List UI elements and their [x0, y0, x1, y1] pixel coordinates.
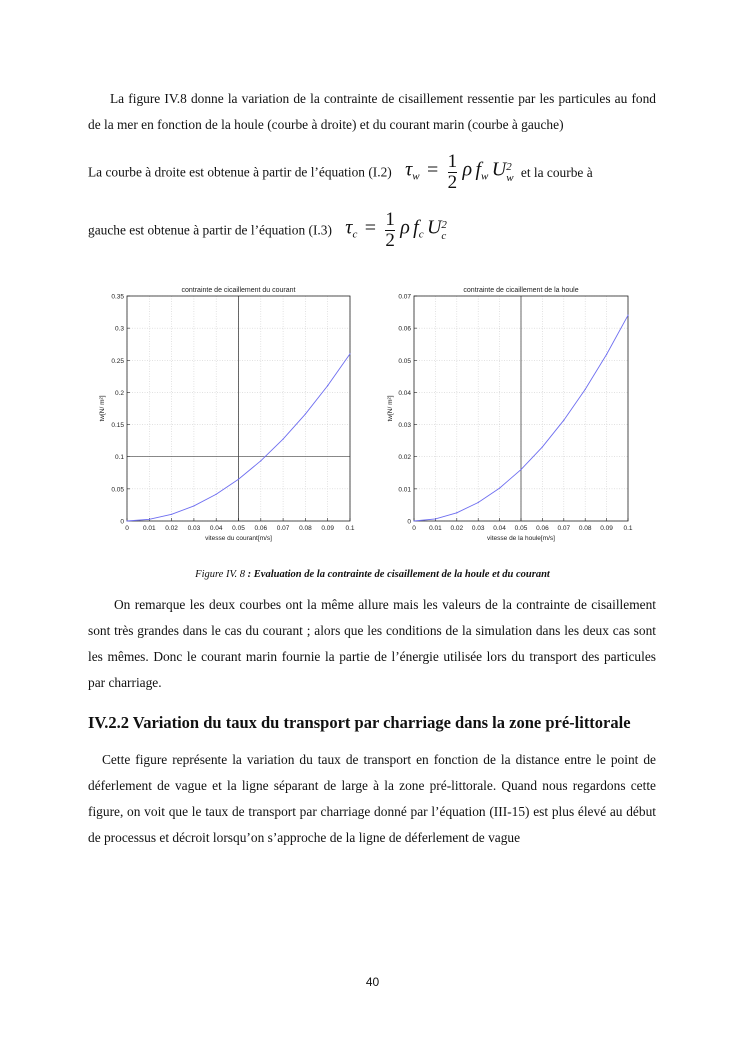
x-tick-label: 0.04 — [493, 525, 506, 532]
eq2-equals: = — [364, 216, 376, 239]
eq2-num: 1 — [385, 209, 395, 230]
y-tick-label: 0.3 — [114, 325, 124, 333]
equation-tau-w — [405, 152, 513, 193]
eq2-tau-sub: c — [352, 228, 358, 241]
eq1-text-before: La courbe à droite est obtenue à partir de l’équation (I.2) — [88, 164, 392, 180]
x-tick-label: 0.06 — [254, 525, 268, 532]
eq2-U-sup: 2 — [441, 218, 447, 231]
equation-line-1 — [88, 152, 593, 193]
data-point — [563, 420, 564, 421]
eq1-fraction — [448, 152, 458, 193]
eq1-U-sub: w — [506, 171, 514, 184]
data-point — [478, 502, 479, 503]
data-point — [542, 446, 543, 447]
eq2-den: 2 — [385, 230, 395, 251]
eq2-rho: ρ — [400, 216, 410, 239]
section-heading: IV.2.2 Variation du taux du transport par charriage dans la zone pré-littorale — [88, 713, 631, 732]
caption-label: Figure IV. 8 — [195, 569, 246, 580]
eq2-text-before: gauche est obtenue à partir de l’équation (I.3) — [88, 222, 332, 238]
y-tick-label: 0.15 — [111, 422, 124, 430]
equation-tau-c — [345, 210, 447, 251]
eq2-U: U — [426, 216, 442, 239]
eq1-f-sub: w — [481, 170, 489, 183]
data-point — [413, 520, 414, 521]
x-tick-label: 0.06 — [536, 525, 549, 532]
eq2-f: f — [413, 216, 419, 239]
x-tick-label: 0.02 — [450, 525, 464, 532]
paragraph-intro: La figure IV.8 donne la variation de la contrainte de cisaillement ressentie par les particules au fond de la mer en fonction de la houle (courbe à droite) et du courant marin (courbe à gauche) — [88, 91, 656, 132]
y-tick-label: 0.03 — [398, 422, 411, 430]
data-point — [126, 520, 127, 521]
x-axis-label: vitesse du courant[m/s] — [205, 535, 272, 542]
data-point — [606, 354, 607, 355]
x-tick-label: 0.03 — [471, 525, 485, 532]
x-tick-label: 0.03 — [187, 525, 201, 532]
eq1-U: U — [491, 158, 507, 181]
equation-line-2 — [88, 210, 447, 251]
eq1-f: f — [475, 158, 482, 181]
data-point — [435, 518, 436, 519]
eq1-tau-sub: w — [412, 170, 420, 183]
y-tick-label: 0.25 — [111, 357, 124, 365]
eq1-equals: = — [427, 158, 439, 181]
data-point — [456, 512, 457, 513]
x-tick-label: 0.07 — [276, 525, 290, 532]
paragraph-section: Cette figure représente la variation du taux de transport en fonction de la distance entre le point de déferlement de vague et la ligne séparant de large à la zone pré-littorale. Quand nous regardons cette figure, on voit que le taux de transport par charriage donné par l’équation (III-15) est plus élevé au début de processus et décroit lorsqu’on s’approche de la ligne de déferlement de vague — [88, 752, 656, 845]
chart-title: contrainte de cicaillement de la houle — [463, 287, 579, 294]
x-tick-label: 0.08 — [299, 525, 312, 532]
page-number: 40 — [365, 975, 380, 989]
x-tick-label: 0.01 — [429, 525, 442, 532]
eq2-fraction — [385, 210, 395, 251]
y-tick-label: 0.05 — [111, 486, 124, 494]
y-tick-label: 0.04 — [398, 389, 411, 397]
x-tick-label: 0.09 — [321, 525, 335, 532]
data-point — [171, 514, 172, 515]
data-point — [149, 519, 150, 520]
y-tick-label: 0.2 — [114, 389, 124, 397]
eq2-U-sub: c — [441, 229, 447, 242]
x-tick-label: 0.1 — [623, 525, 633, 532]
figure-caption — [0, 569, 745, 580]
y-tick-label: 0.06 — [398, 325, 411, 333]
data-point — [627, 315, 628, 316]
data-point — [216, 494, 217, 495]
data-point — [238, 479, 239, 480]
eq1-num: 1 — [447, 151, 458, 172]
y-tick-label: 0.35 — [111, 293, 124, 301]
chart-shear-wave — [378, 280, 643, 550]
y-tick-label: 0.1 — [114, 454, 124, 462]
x-tick-label: 0.09 — [600, 525, 613, 532]
chart-shear-current — [90, 280, 365, 550]
data-point — [520, 469, 521, 470]
y-tick-label: 0.01 — [398, 486, 411, 494]
y-axis-label: tw[N/ m²] — [99, 395, 106, 422]
x-tick-label: 0.05 — [232, 525, 245, 532]
y-tick-label: 0.05 — [398, 357, 411, 365]
x-tick-label: 0.01 — [142, 525, 156, 532]
eq1-text-after: et la courbe à — [520, 164, 593, 180]
y-axis-label: tw[N/ m²] — [387, 395, 394, 422]
data-point — [260, 460, 261, 461]
x-tick-label: 0 — [412, 525, 416, 532]
data-point — [585, 389, 586, 390]
y-tick-label: 0.07 — [398, 293, 411, 301]
x-tick-label: 0.1 — [345, 525, 355, 532]
eq1-den: 2 — [447, 172, 458, 193]
data-point — [499, 487, 500, 488]
x-tick-label: 0 — [125, 525, 129, 532]
eq1-tau: τ — [405, 158, 413, 181]
data-point — [193, 505, 194, 506]
chart-title: contrainte de cicaillement du courant — [181, 287, 296, 294]
data-point — [283, 439, 284, 440]
eq1-U-sup: 2 — [506, 160, 512, 173]
x-tick-label: 0.02 — [165, 525, 178, 532]
x-axis-label: vitesse de la houle[m/s] — [487, 535, 555, 542]
eq1-rho: ρ — [462, 158, 473, 181]
eq2-f-sub: c — [418, 228, 424, 241]
paragraph-remarks: On remarque les deux courbes ont la même allure mais les valeurs de la contrainte de cisaillement sont très grandes dans le cas du courant ; alors que les conditions de la simulation dans les deux cas sont les mêmes. Donc le courant marin fournie la partie de l’énergie utilisée lors du transport des particules par charriage. — [88, 597, 656, 690]
x-tick-label: 0.05 — [514, 525, 528, 532]
x-tick-label: 0.07 — [557, 525, 571, 532]
y-tick-label: 0 — [407, 518, 411, 526]
caption-text: : Evaluation de la contrainte de cisaillement de la houle et du courant — [245, 569, 550, 580]
data-point — [305, 413, 306, 414]
x-tick-label: 0.08 — [578, 525, 592, 532]
data-point — [327, 385, 328, 386]
data-point — [349, 353, 350, 354]
y-tick-label: 0 — [120, 518, 124, 526]
y-tick-label: 0.02 — [398, 454, 411, 462]
x-tick-label: 0.04 — [209, 525, 223, 532]
eq2-tau: τ — [345, 216, 353, 239]
